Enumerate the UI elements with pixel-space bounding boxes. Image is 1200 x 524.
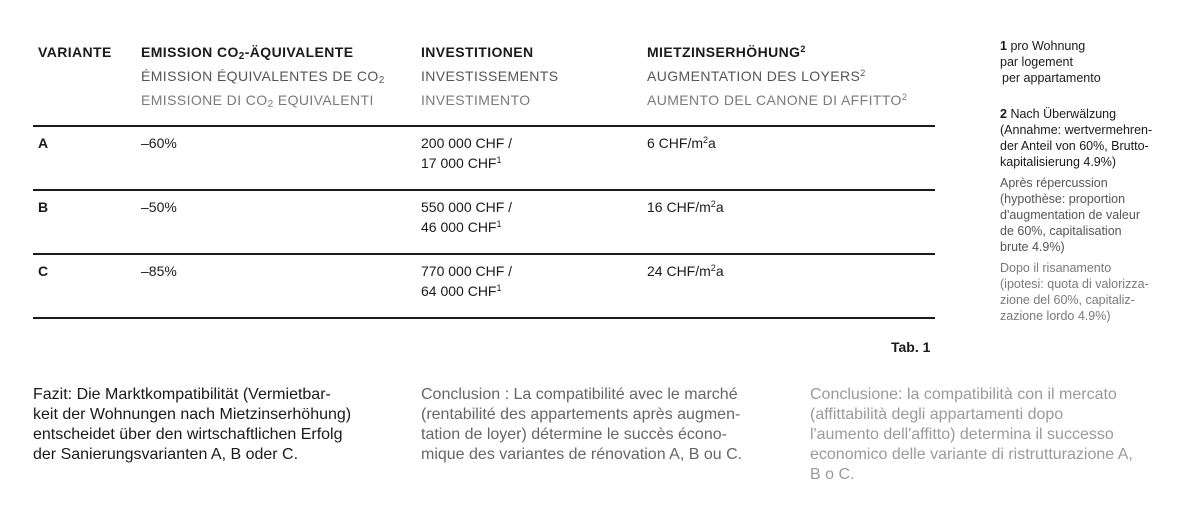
row-b-variant: B	[38, 199, 49, 215]
header-rent-de: MIETZINSERHÖHUNG$^2$	[647, 44, 806, 60]
header-emission-fr: ÉMISSION ÉQUIVALENTES DE $CO_2$	[141, 68, 385, 86]
conclusion-de: Fazit: Die Marktkompatibilität (Vermietbar- keit der Wohnungen nach Mietzinserhöhung) entscheidet über den wirtschaftlichen Erfolg der Sanierungsvarianten A, B oder C.	[33, 386, 352, 463]
header-mietzins	[647, 40, 907, 112]
table-rule-bottom	[33, 317, 935, 319]
header-variante-de: VARIANTE	[38, 44, 112, 60]
row-c-rent: 24 CHF/$m^2a$	[647, 263, 724, 279]
conclusion-fr: Conclusion : La compatibilité avec le marché (rentabilité des appartements après augmen- tation de loyer) détermine le succès écono- mique des variantes de rénovation A, B ou C.	[421, 386, 743, 463]
row-b-emission: –50%	[141, 199, 177, 215]
header-rent-fr: AUGMENTATION DES LOYERS$^2$	[647, 68, 866, 84]
footnote-2-fr: Après répercussion (hypothèse: proportion d'augmentation de valeur de 60%, capitalisation brute 4.9%)	[1000, 176, 1140, 254]
row-c-variant: C	[38, 263, 49, 279]
row-a-variant: A	[38, 135, 49, 151]
row-a-rent: 6 CHF/$m^2a$	[647, 135, 716, 151]
header-investitionen	[421, 40, 558, 112]
row-c-investment: 770 000 CHF / 64 000 CHF$^1$	[421, 263, 513, 299]
row-b-investment: 550 000 CHF / 46 000 CHF$^1$	[421, 199, 513, 235]
table-rule-top	[33, 125, 935, 127]
header-invest-it: INVESTIMENTO	[421, 92, 531, 108]
header-emission-de: EMISSION $CO_2$-ÄQUIVALENTE	[141, 44, 354, 62]
row-c-emission: –85%	[141, 263, 177, 279]
row-b-rent: 16 CHF/$m^2a$	[647, 199, 724, 215]
table-rule-2	[33, 253, 935, 255]
row-a-emission: –60%	[141, 135, 177, 151]
header-variante	[38, 40, 112, 64]
table-rule-1	[33, 189, 935, 191]
header-rent-it: AUMENTO DEL CANONE DI AFFITTO$^2$	[647, 92, 908, 108]
header-invest-fr: INVESTISSEMENTS	[421, 68, 559, 84]
footnote-2	[1000, 106, 1200, 324]
header-emission-it: EMISSIONE DI $CO_2$ EQUIVALENTI	[141, 92, 374, 110]
footnote-2-it: Dopo il risanamento (ipotesi: quota di valorizza- zione del 60%, capitaliz- zazione lordo 4.9%)	[1000, 261, 1149, 323]
footnote-2-de: 2 Nach Überwälzung (Annahme: wertvermehren- der Anteil von 60%, Brutto- kapitalisierung 4.9%)	[1000, 107, 1153, 169]
header-invest-de: INVESTITIONEN	[421, 44, 534, 60]
table-caption: Tab. 1	[891, 339, 931, 355]
row-a-investment: 200 000 CHF / 17 000 CHF$^1$	[421, 135, 513, 171]
conclusion-it: Conclusione: la compatibilità con il mercato (affittabilità degli appartamenti dopo l'aumento dell'affitto) determina il successo economico delle variante di ristrutturazione A, B o C.	[810, 386, 1133, 483]
footnote-1: 1 pro Wohnung par logement per appartamento	[1000, 39, 1101, 85]
header-emission	[141, 40, 385, 112]
